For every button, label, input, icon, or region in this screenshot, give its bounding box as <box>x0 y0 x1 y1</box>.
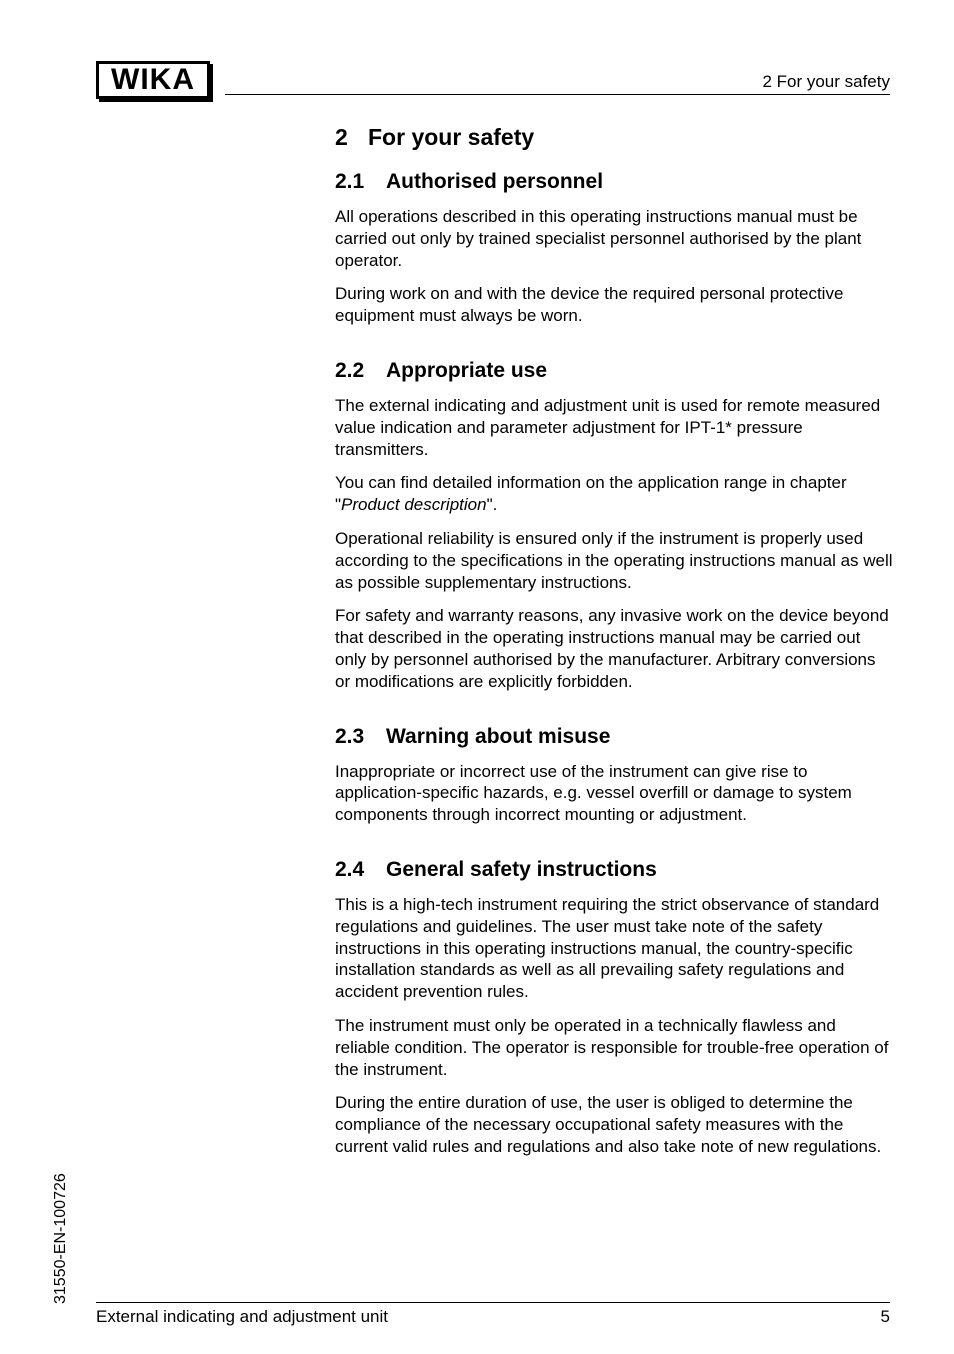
chapter-number: 2 <box>335 124 348 150</box>
paragraph: During work on and with the device the required personal protective equipment must always be worn. <box>335 284 844 326</box>
section-heading <box>335 357 895 385</box>
paragraph-with-reference <box>335 472 895 516</box>
header-divider <box>225 94 890 95</box>
footer-document-title: External indicating and adjustment unit <box>96 1307 389 1326</box>
section-heading <box>335 168 895 196</box>
page-number: 5 <box>880 1307 890 1326</box>
section-title: General safety instructions <box>386 857 657 881</box>
section-heading <box>335 723 895 751</box>
section-appropriate-use <box>335 357 895 693</box>
chapter-title-text: For your safety <box>368 124 535 150</box>
paragraph: For safety and warranty reasons, any invasive work on the device beyond that described in the operating instructions manual may be carried out only by personnel authorised by the manufacturer. Arbitrary conversions or modifications are explicitly forbidden. <box>335 606 889 691</box>
paragraph: During the entire duration of use, the user is obliged to determine the compliance of the necessary occupational safety measures with the current valid rules and regulations and also take note of new regulations. <box>335 1093 882 1156</box>
paragraph: This is a high-tech instrument requiring the strict observance of standard regulations and guidelines. The user must take note of the safety instructions in this operating instructions manual, the country-specific installation standards as well as all prevailing safety regulations and accident prevention rules. <box>335 894 880 1002</box>
section-warning-about-misuse <box>335 723 895 826</box>
footer-divider <box>96 1302 890 1303</box>
paragraph: Operational reliability is ensured only if the instrument is properly used according to the specifications in the operating instructions manual as well as possible supplementary instructions. <box>335 528 893 592</box>
paragraph-text: ". <box>486 495 498 515</box>
section-number: 2.1 <box>335 170 365 193</box>
section-title: Warning about misuse <box>386 724 611 748</box>
logo-text: WIKA <box>111 63 195 96</box>
section-title: Appropriate use <box>386 358 548 382</box>
wika-logo <box>96 61 210 99</box>
document-code: 31550-EN-100726 <box>52 1173 69 1304</box>
section-title: Authorised personnel <box>386 170 604 193</box>
chapter-title <box>335 122 895 152</box>
section-heading <box>335 856 895 884</box>
chapter-reference: Product description <box>341 495 487 515</box>
paragraph: The instrument must only be operated in a technically flawless and reliable condition. The operator is responsible for trouble-free operation of the instrument. <box>335 1015 889 1079</box>
section-number: 2.3 <box>335 724 365 748</box>
main-content <box>335 122 895 1170</box>
running-head: 2 For your safety <box>762 72 890 91</box>
paragraph: All operations described in this operating instructions manual must be carried out only by trained specialist personnel authorised by the plant operator. <box>335 207 862 270</box>
paragraph-text: You can find detailed information on the application range in chapter " <box>335 473 847 515</box>
paragraph: The external indicating and adjustment unit is used for remote measured value indication and parameter adjustment for IPT-1* pressure transmitters. <box>335 395 881 459</box>
section-authorised-personnel <box>335 168 895 327</box>
section-general-safety-instructions <box>335 856 895 1158</box>
section-number: 2.2 <box>335 358 365 382</box>
paragraph: Inappropriate or incorrect use of the instrument can give rise to application-specific hazards, e.g. vessel overfill or damage to system components through incorrect mounting or adjustment. <box>335 761 852 825</box>
section-number: 2.4 <box>335 857 365 881</box>
